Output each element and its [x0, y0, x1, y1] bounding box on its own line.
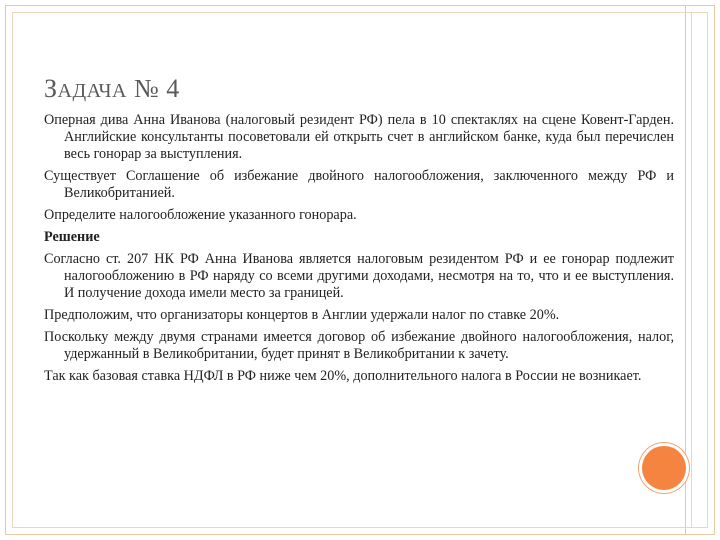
paragraph-condition: Оперная дива Анна Иванова (налоговый резидент РФ) пела в 10 спектаклях на сцене Ковент-Гарден. Английские консультанты посоветовали ей открыть счет в английском банке, куда был перечислен весь гонорар за выступления.	[44, 112, 674, 162]
title-first-letter: З	[44, 74, 58, 103]
slide-frame-right-inner	[691, 12, 708, 528]
paragraph-solution-2: Предположим, что организаторы концертов в Англии удержали налог по ставке 20%.	[44, 307, 560, 323]
paragraph-solution-4: Так как базовая ставка НДФЛ в РФ ниже чем 20%, дополнительного налога в России не возникает.	[44, 368, 642, 384]
title-number: № 4	[133, 74, 180, 103]
slide-title	[44, 74, 180, 104]
title-word: АДАЧА	[57, 80, 127, 102]
solution-heading: Решение	[44, 229, 100, 245]
paragraph-agreement: Существует Соглашение об избежание двойного налогообложения, заключенного между РФ и Великобританией.	[44, 168, 674, 201]
paragraph-solution-3: Поскольку между двумя странами имеется договор об избежание двойного налогообложения, налог, удержанный в Великобритании, будет принят в Великобритании к зачету.	[44, 329, 674, 362]
paragraph-question: Определите налогообложение указанного гонорара.	[44, 207, 357, 223]
paragraph-solution-1: Согласно ст. 207 НК РФ Анна Иванова является налоговым резидентом РФ и ее гонорар подлежит налогообложению в РФ наряду со всеми другими доходами, несмотря на то, что и ее выступления. И получение дохода имели место за границей.	[44, 251, 674, 301]
slide-body	[44, 112, 674, 390]
decorative-circle-icon	[642, 446, 686, 490]
